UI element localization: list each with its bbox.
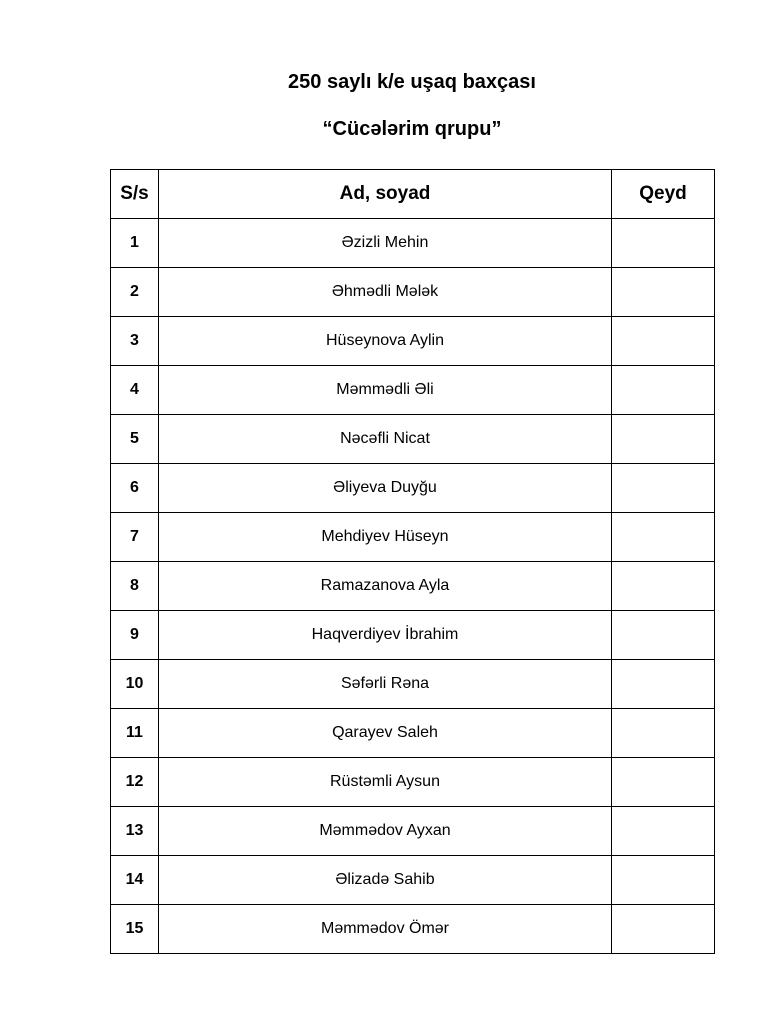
row-note	[612, 219, 715, 268]
row-number: 13	[111, 807, 159, 856]
row-number: 3	[111, 317, 159, 366]
row-note	[612, 660, 715, 709]
row-name: Məmmədli Əli	[159, 366, 612, 415]
table-row	[111, 905, 715, 954]
header-name: Ad, soyad	[159, 170, 612, 219]
row-name: Məmmədov Ayxan	[159, 807, 612, 856]
row-name: Rüstəmli Aysun	[159, 758, 612, 807]
row-name: Əliyeva Duyğu	[159, 464, 612, 513]
table-row	[111, 317, 715, 366]
row-note	[612, 807, 715, 856]
row-number: 4	[111, 366, 159, 415]
row-number: 10	[111, 660, 159, 709]
table-row	[111, 562, 715, 611]
table-header-row	[111, 170, 715, 219]
table-row	[111, 709, 715, 758]
row-name: Əzizli Mehin	[159, 219, 612, 268]
table-row	[111, 464, 715, 513]
row-number: 2	[111, 268, 159, 317]
row-note	[612, 464, 715, 513]
row-number: 6	[111, 464, 159, 513]
table-row	[111, 366, 715, 415]
row-name: Mehdiyev Hüseyn	[159, 513, 612, 562]
table-row	[111, 807, 715, 856]
table-row	[111, 219, 715, 268]
row-number: 9	[111, 611, 159, 660]
document-title: 250 saylı k/e uşaq baxçası	[288, 71, 536, 93]
row-number: 14	[111, 856, 159, 905]
table-row	[111, 758, 715, 807]
row-note	[612, 856, 715, 905]
row-note	[612, 905, 715, 954]
row-name: Hüseynova Aylin	[159, 317, 612, 366]
row-number: 12	[111, 758, 159, 807]
row-number: 1	[111, 219, 159, 268]
table-row	[111, 513, 715, 562]
row-note	[612, 317, 715, 366]
row-name: Məmmədov Ömər	[159, 905, 612, 954]
row-name: Əlizadə Sahib	[159, 856, 612, 905]
row-name: Ramazanova Ayla	[159, 562, 612, 611]
row-note	[612, 611, 715, 660]
header-note: Qeyd	[612, 170, 715, 219]
row-name: Əhmədli Mələk	[159, 268, 612, 317]
row-number: 5	[111, 415, 159, 464]
row-note	[612, 366, 715, 415]
table-row	[111, 611, 715, 660]
row-number: 15	[111, 905, 159, 954]
document-subtitle: “Cücələrim qrupu”	[322, 118, 502, 140]
table-row	[111, 660, 715, 709]
row-number: 8	[111, 562, 159, 611]
row-name: Səfərli Rəna	[159, 660, 612, 709]
row-number: 7	[111, 513, 159, 562]
row-note	[612, 709, 715, 758]
header-number: S/s	[111, 170, 159, 219]
row-note	[612, 415, 715, 464]
row-name: Nəcəfli Nicat	[159, 415, 612, 464]
row-note	[612, 268, 715, 317]
row-name: Qarayev Saleh	[159, 709, 612, 758]
row-note	[612, 758, 715, 807]
row-note	[612, 562, 715, 611]
row-name: Haqverdiyev İbrahim	[159, 611, 612, 660]
table-row	[111, 415, 715, 464]
table-row	[111, 268, 715, 317]
row-number: 11	[111, 709, 159, 758]
table-row	[111, 856, 715, 905]
row-note	[612, 513, 715, 562]
roster-table	[110, 169, 715, 954]
